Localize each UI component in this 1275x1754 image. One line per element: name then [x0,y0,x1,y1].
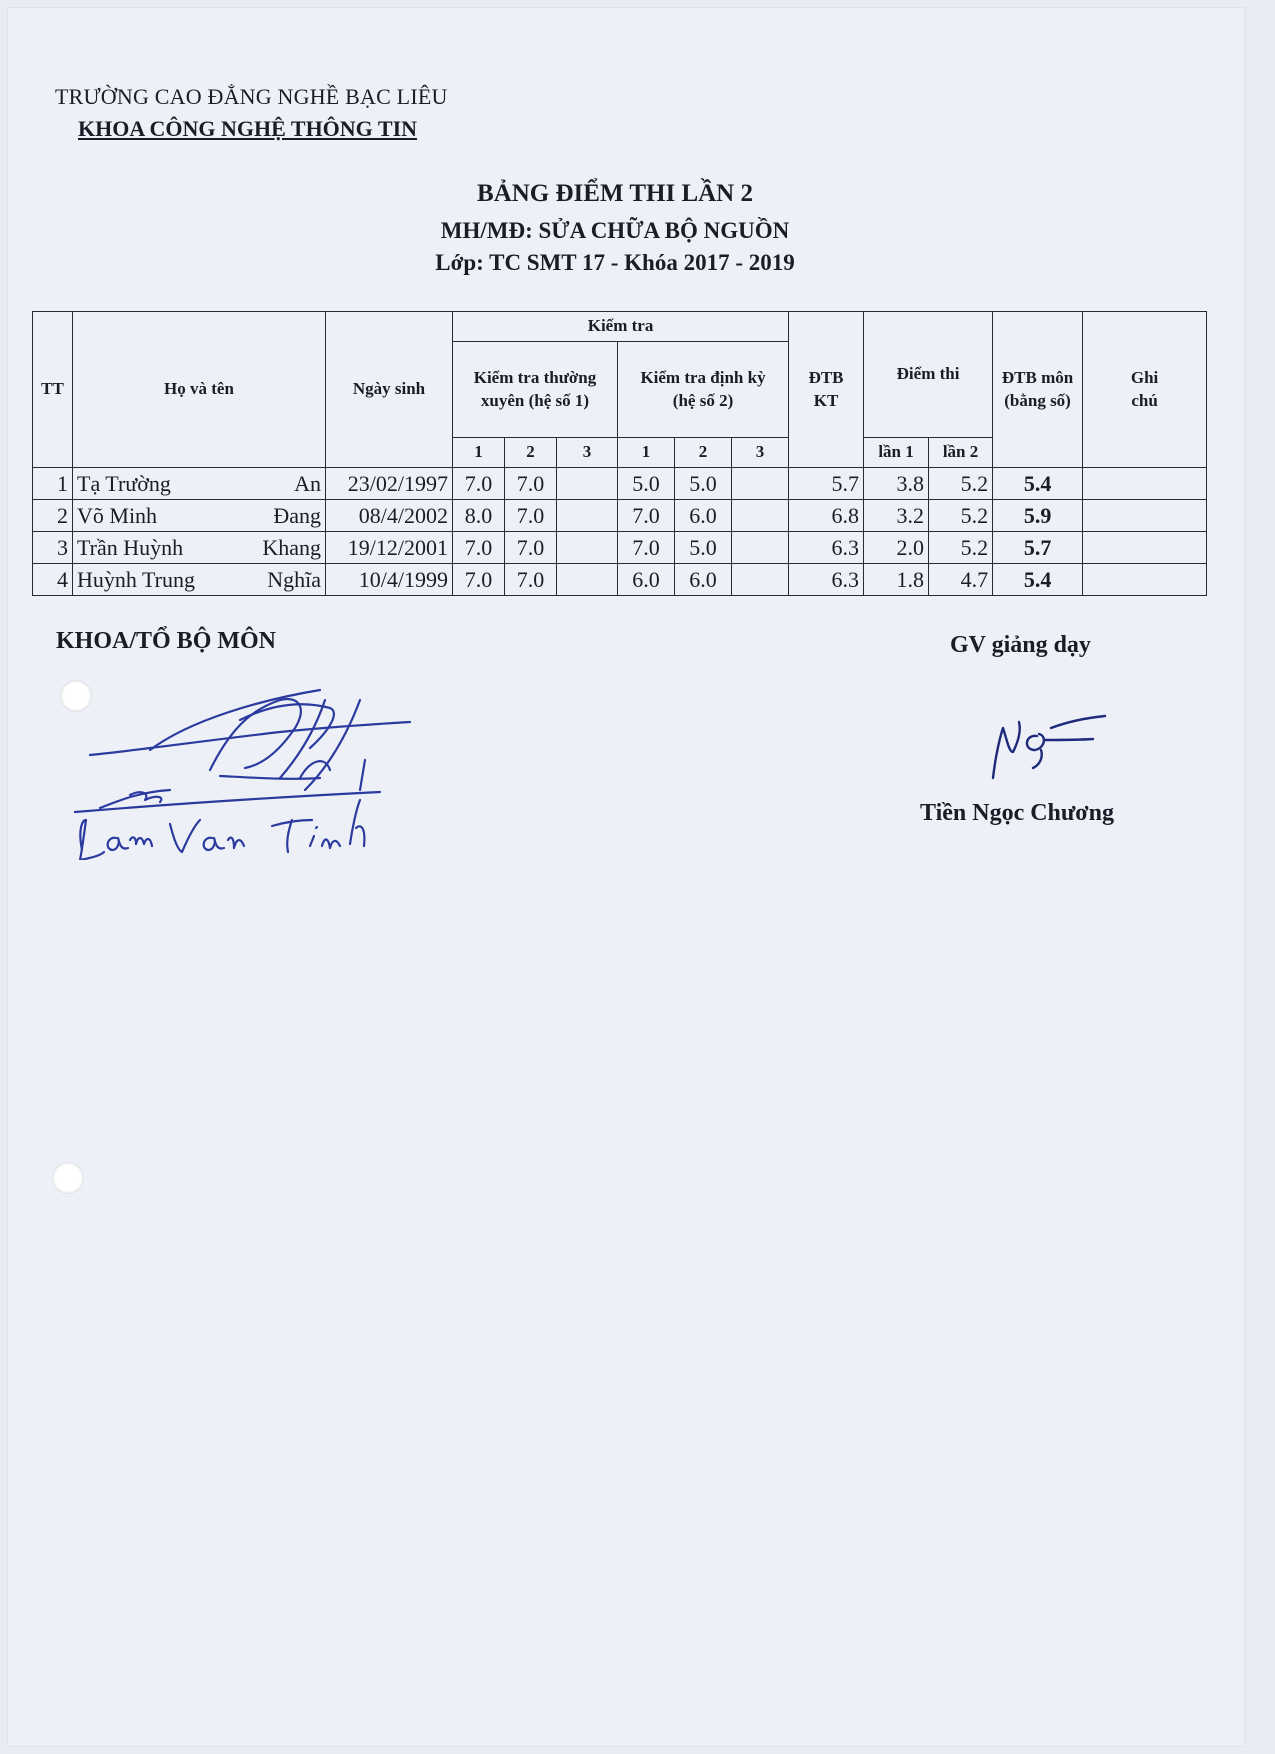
cell-dk1: 7.0 [618,500,675,532]
cell-tx2: 7.0 [505,564,557,596]
right-signer-name: Tiền Ngọc Chương [920,800,1114,826]
header-dtb-mon: ĐTB môn (bằng số) [993,312,1083,468]
cell-tx1: 7.0 [453,468,505,500]
cell-tt: 3 [33,532,73,564]
cell-lan2: 5.2 [929,500,993,532]
cell-tx1: 7.0 [453,564,505,596]
cell-ten: An [294,470,321,496]
document-title: BẢNG ĐIỂM THI LẦN 2 [477,180,753,207]
header-name: Họ và tên [73,312,326,468]
header-dk-2: 2 [675,438,732,468]
cell-name [73,564,326,596]
right-signature-title: GV giảng dạy [950,632,1091,658]
cell-name [73,532,326,564]
cell-tx3 [557,532,618,564]
header-ktx: Kiểm tra thường xuyên (hệ số 1) [453,342,618,438]
cell-lan1: 3.8 [864,468,929,500]
cell-name [73,500,326,532]
header-ktdk: Kiểm tra định kỳ (hệ số 2) [618,342,789,438]
cell-ho: Võ Minh [77,502,158,528]
cell-tt: 1 [33,468,73,500]
cell-ho: Tạ Trường [77,470,171,496]
table-row [33,564,1207,596]
cell-ghi-chu [1083,500,1207,532]
header-tx-3: 3 [557,438,618,468]
header-dtb-kt: ĐTB KT [789,312,864,468]
punch-hole [52,1162,84,1194]
left-signature-title: KHOA/TỔ BỘ MÔN [56,628,277,654]
right-signature [985,690,1115,785]
cell-ten: Khang [262,534,321,560]
cell-dob: 23/02/1997 [326,468,453,500]
cell-dk1: 6.0 [618,564,675,596]
cell-lan2: 5.2 [929,468,993,500]
cell-lan2: 4.7 [929,564,993,596]
cell-tt: 2 [33,500,73,532]
cell-lan2: 5.2 [929,532,993,564]
cell-dtb-mon: 5.4 [993,564,1083,596]
header-tx-2: 2 [505,438,557,468]
cell-dk1: 5.0 [618,468,675,500]
cell-dtb-mon: 5.9 [993,500,1083,532]
header-dk-3: 3 [732,438,789,468]
cell-tx2: 7.0 [505,468,557,500]
cell-ten: Đang [273,502,321,528]
school-name: TRƯỜNG CAO ĐẲNG NGHỀ BẠC LIÊU [55,84,448,109]
cell-dk3 [732,468,789,500]
header-lan-1: lần 1 [864,438,929,468]
cell-tx2: 7.0 [505,500,557,532]
cell-dob: 10/4/1999 [326,564,453,596]
cell-dk2: 6.0 [675,500,732,532]
cell-lan1: 2.0 [864,532,929,564]
cell-dk1: 7.0 [618,532,675,564]
cell-tx1: 7.0 [453,532,505,564]
cell-dk2: 5.0 [675,468,732,500]
cell-tx1: 8.0 [453,500,505,532]
cell-lan1: 3.2 [864,500,929,532]
subject-line: MH/MĐ: SỬA CHỮA BỘ NGUỒN [440,218,790,243]
cell-dk3 [732,500,789,532]
faculty-name: KHOA CÔNG NGHỆ THÔNG TIN [78,116,418,141]
cell-ho: Trần Huỳnh [77,534,184,560]
cell-dtb-kt: 6.3 [789,564,864,596]
cell-dtb-mon: 5.4 [993,468,1083,500]
left-signature [60,660,440,860]
cell-ho: Huỳnh Trung [77,566,195,592]
cell-dob: 19/12/2001 [326,532,453,564]
cell-dk3 [732,532,789,564]
cell-dk2: 6.0 [675,564,732,596]
cell-tx3 [557,564,618,596]
class-line: Lớp: TC SMT 17 - Khóa 2017 - 2019 [435,250,795,275]
table-row [33,468,1207,500]
cell-dob: 08/4/2002 [326,500,453,532]
cell-ghi-chu [1083,532,1207,564]
header-tt: TT [33,312,73,468]
cell-ghi-chu [1083,564,1207,596]
score-table [32,311,1207,596]
table-row [33,500,1207,532]
header-dob: Ngày sinh [326,312,453,468]
cell-ten: Nghĩa [267,566,321,592]
cell-dtb-mon: 5.7 [993,532,1083,564]
header-kiem-tra: Kiểm tra [453,312,789,342]
cell-tx3 [557,500,618,532]
cell-dtb-kt: 5.7 [789,468,864,500]
header-dk-1: 1 [618,438,675,468]
table-row [33,532,1207,564]
cell-dtb-kt: 6.3 [789,532,864,564]
header-ghi-chu: Ghi chú [1083,312,1207,468]
header-diem-thi: Điểm thi [864,312,993,438]
cell-dk3 [732,564,789,596]
cell-tx3 [557,468,618,500]
cell-dtb-kt: 6.8 [789,500,864,532]
cell-tx2: 7.0 [505,532,557,564]
header-lan-2: lần 2 [929,438,993,468]
cell-dk2: 5.0 [675,532,732,564]
cell-name [73,468,326,500]
header-tx-1: 1 [453,438,505,468]
cell-ghi-chu [1083,468,1207,500]
cell-lan1: 1.8 [864,564,929,596]
cell-tt: 4 [33,564,73,596]
